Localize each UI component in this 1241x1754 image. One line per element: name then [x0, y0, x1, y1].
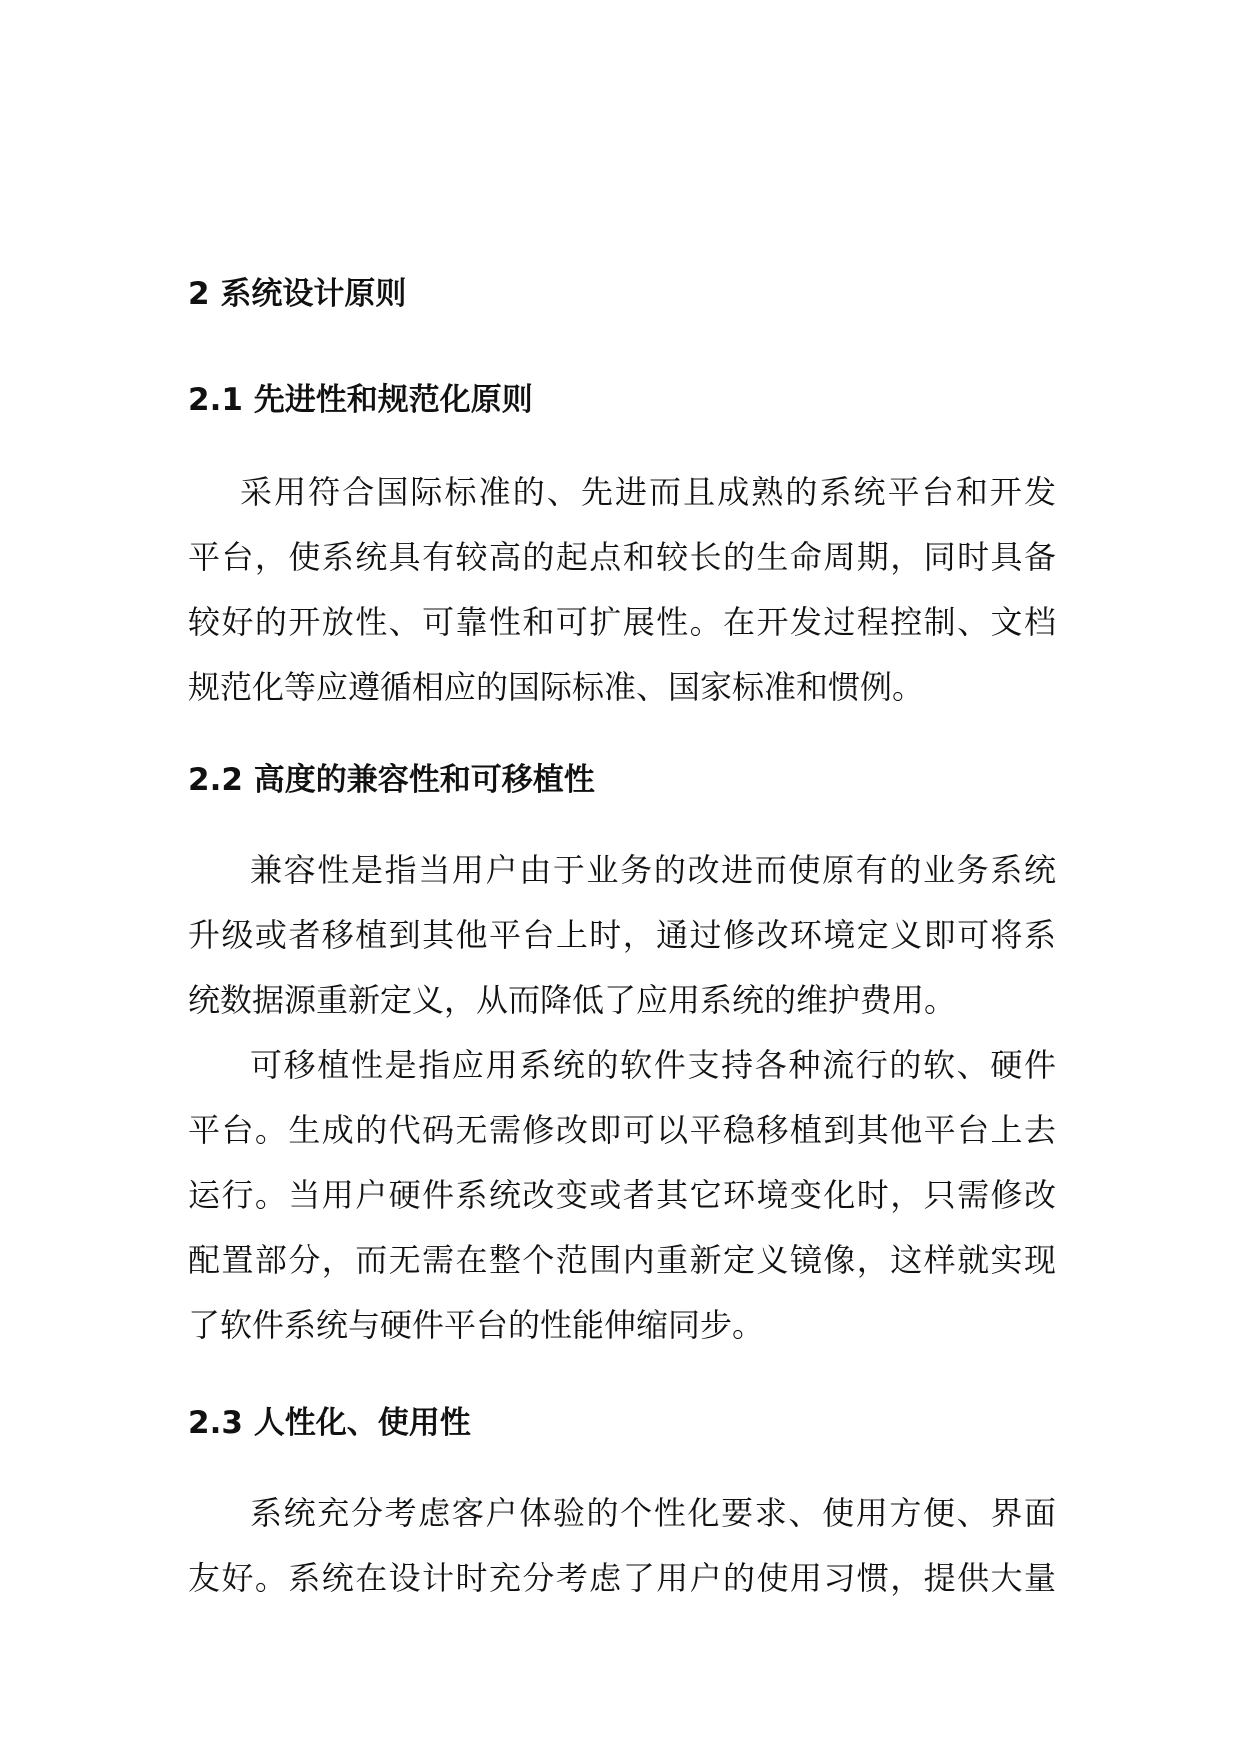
paragraph-2-3	[188, 1481, 1056, 1611]
text-line: 升级或者移植到其他平台上时，通过修改环境定义即可将系	[188, 916, 1056, 954]
section-heading-2-1: 2.1 先进性和规范化原则	[188, 382, 533, 418]
section-heading-2-2: 2.2 高度的兼容性和可移植性	[188, 762, 595, 798]
text-line: 了软件系统与硬件平台的性能伸缩同步。	[188, 1306, 765, 1344]
paragraph-2-1	[188, 460, 1056, 720]
text-line: 采用符合国际标准的、先进而且成熟的系统平台和开发	[240, 473, 1056, 511]
text-line: 系统充分考虑客户体验的个性化要求、使用方便、界面	[250, 1494, 1056, 1532]
chapter-heading: 2 系统设计原则	[188, 276, 407, 312]
text-line: 运行。当用户硬件系统改变或者其它环境变化时，只需修改	[188, 1176, 1056, 1214]
text-line: 统数据源重新定义，从而降低了应用系统的维护费用。	[188, 981, 957, 1019]
text-line: 友好。系统在设计时充分考虑了用户的使用习惯，提供大量	[188, 1559, 1056, 1597]
text-line: 兼容性是指当用户由于业务的改进而使原有的业务系统	[250, 851, 1056, 889]
section-heading-2-3: 2.3 人性化、使用性	[188, 1405, 471, 1441]
text-line: 可移植性是指应用系统的软件支持各种流行的软、硬件	[250, 1046, 1056, 1084]
text-line: 平台。生成的代码无需修改即可以平稳移植到其他平台上去	[188, 1111, 1056, 1149]
text-line: 较好的开放性、可靠性和可扩展性。在开发过程控制、文档	[188, 603, 1056, 641]
paragraph-2-2-compatibility	[188, 838, 1056, 1033]
paragraph-2-2-portability	[188, 1033, 1056, 1358]
text-line: 配置部分，而无需在整个范围内重新定义镜像，这样就实现	[188, 1241, 1056, 1279]
text-line: 规范化等应遵循相应的国际标准、国家标准和惯例。	[188, 668, 925, 706]
text-line: 平台，使系统具有较高的起点和较长的生命周期，同时具备	[188, 538, 1056, 576]
